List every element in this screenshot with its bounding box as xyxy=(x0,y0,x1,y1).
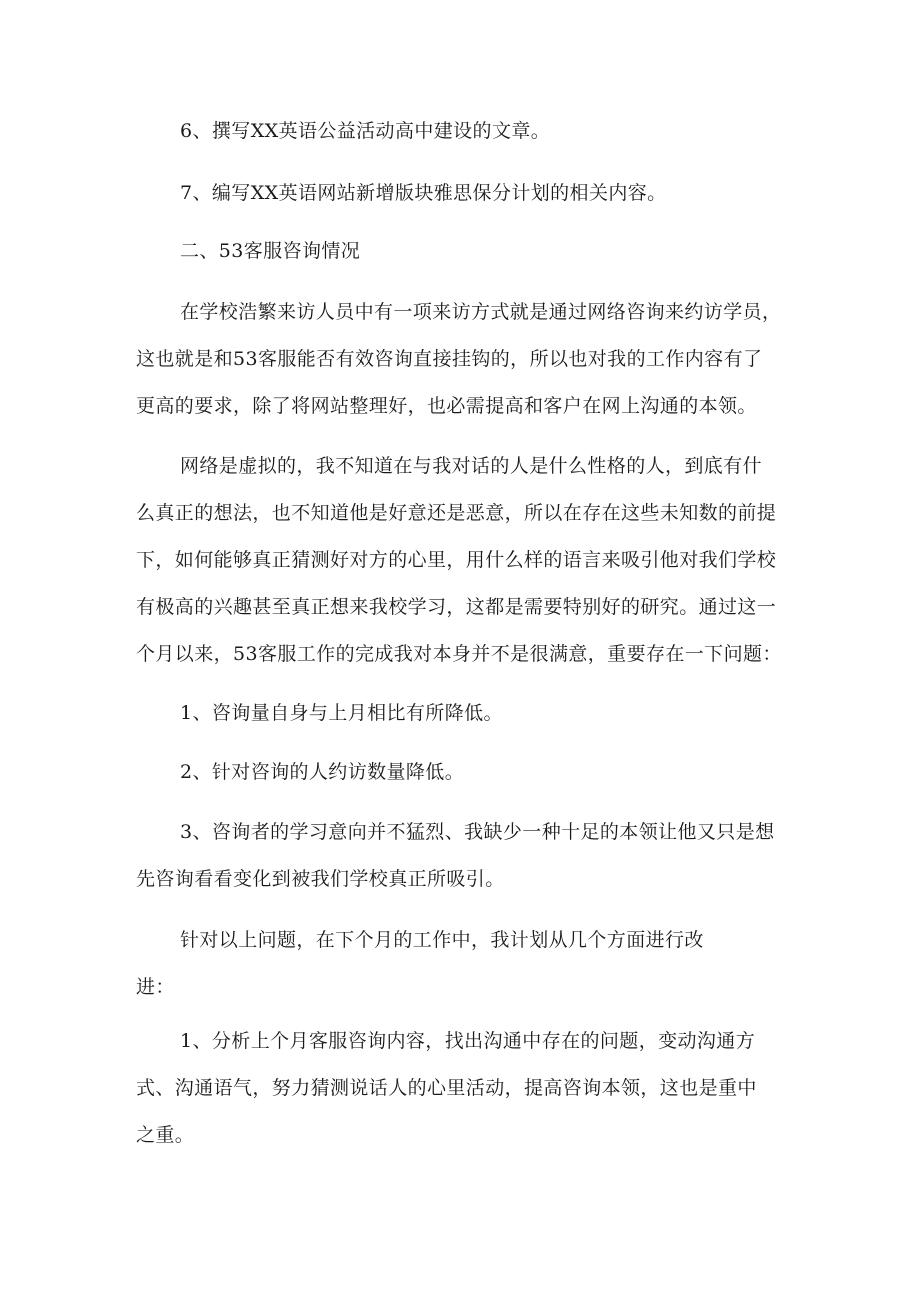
paragraph-line: 之重。 xyxy=(136,1124,195,1146)
paragraph-line: 1、咨询量自身与上月相比有所降低。 xyxy=(180,702,503,724)
paragraph-line: 针对以上问题，在下个月的工作中，我计划从几个方面进行改 xyxy=(180,929,704,951)
list-item-6 xyxy=(136,108,796,155)
paragraph-line: 更高的要求，除了将网站整理好，也必需提高和客户在网上沟通的本领。 xyxy=(136,395,757,417)
section-heading xyxy=(136,228,796,275)
paragraph-visitors xyxy=(136,289,796,430)
paragraph-line: 7、编写XX英语网站新增版块雅思保分计划的相关内容。 xyxy=(180,182,667,204)
paragraph-line: 么真正的想法，也不知道他是好意还是恶意，所以在存在这些未知数的前提 xyxy=(136,502,777,524)
paragraph-line: 3、咨询者的学习意向并不猛烈、我缺少一种十足的本领让他又只是想 xyxy=(180,821,775,843)
problem-item-2 xyxy=(136,749,796,796)
paragraph-network xyxy=(136,443,796,678)
paragraph-line: 这也就是和53客服能否有效咨询直接挂钩的，所以也对我的工作内容有了 xyxy=(136,348,763,370)
paragraph-line: 进： xyxy=(136,976,175,998)
list-item-7 xyxy=(136,170,796,217)
section-heading-text: 二、53客服咨询情况 xyxy=(180,240,361,262)
paragraph-line: 先咨询看看变化到被我们学校真正所吸引。 xyxy=(136,868,505,890)
paragraph-line: 下，如何能够真正猜测好对方的心里，用什么样的语言来吸引他对我们学校 xyxy=(136,549,777,571)
paragraph-line: 在学校浩繁来访人员中有一项来访方式就是通过网络咨询来约访学员， xyxy=(180,301,782,323)
problem-item-1 xyxy=(136,690,796,737)
paragraph-line: 1、分析上个月客服咨询内容，找出沟通中存在的问题，变动沟通方 xyxy=(180,1030,756,1052)
problem-item-3 xyxy=(136,809,796,903)
paragraph-line: 个月以来，53客服工作的完成我对本身并不是很满意，重要存在一下问题： xyxy=(136,643,782,665)
paragraph-line: 有极高的兴趣甚至真正想来我校学习，这都是需要特别好的研究。通过这一 xyxy=(136,596,777,618)
paragraph-line: 网络是虚拟的，我不知道在与我对话的人是什么性格的人，到底有什 xyxy=(180,455,763,477)
paragraph-line: 2、针对咨询的人约访数量降低。 xyxy=(180,761,465,783)
improve-item-1 xyxy=(136,1018,796,1159)
paragraph-line: 6、撰写XX英语公益活动高中建设的文章。 xyxy=(180,120,551,142)
paragraph-line: 式、沟通语气，努力猜测说话人的心里活动，提高咨询本领，这也是重中 xyxy=(136,1077,757,1099)
paragraph-improve-intro xyxy=(136,917,796,1011)
